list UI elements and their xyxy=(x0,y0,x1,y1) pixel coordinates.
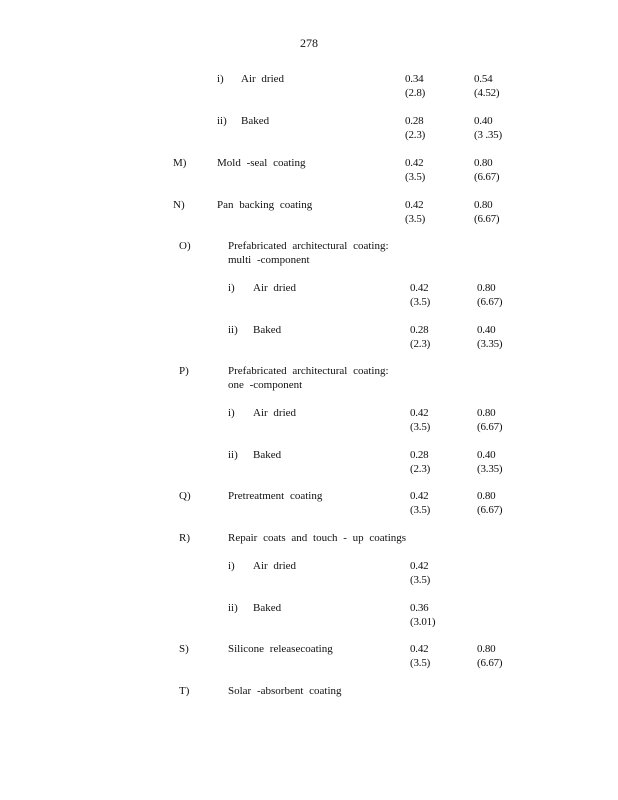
row-label: Baked xyxy=(253,324,282,336)
value-pounds: (6.67) xyxy=(474,213,500,225)
value-grams: 0.34 xyxy=(405,73,424,85)
value-grams: 0.80 xyxy=(477,490,496,502)
row-letter: T) xyxy=(179,685,190,697)
value-pounds: (3.5) xyxy=(410,657,431,669)
row-index: ii) xyxy=(228,449,238,461)
row-label: Baked xyxy=(253,449,282,461)
value-pounds: (4.52) xyxy=(474,87,500,99)
value-pounds: (3.35) xyxy=(477,463,503,475)
value-grams: 0.80 xyxy=(474,199,493,211)
value-pounds: (6.67) xyxy=(477,504,503,516)
value-pounds: (6.67) xyxy=(477,657,503,669)
row-index: ii) xyxy=(217,115,227,127)
row-label: Pan backing coating xyxy=(217,199,313,211)
value-pounds: (3.5) xyxy=(405,213,426,225)
value-pounds: (3.5) xyxy=(410,296,431,308)
row-label: Silicone releasecoating xyxy=(228,643,333,655)
row-letter: P) xyxy=(179,365,189,377)
row-letter: Q) xyxy=(179,490,191,502)
row-label: Air dried xyxy=(253,407,297,419)
value-grams: 0.42 xyxy=(410,490,429,502)
value-pounds: (6.67) xyxy=(477,421,503,433)
row-letter: O) xyxy=(179,240,191,252)
row-label: Prefabricated architectural coating: xyxy=(228,365,389,377)
row-letter: M) xyxy=(173,157,187,169)
value-pounds: (6.67) xyxy=(474,171,500,183)
value-grams: 0.40 xyxy=(477,449,496,461)
value-grams: 0.42 xyxy=(410,282,429,294)
row-index: i) xyxy=(228,282,235,294)
row-label: Baked xyxy=(241,115,270,127)
row-letter: N) xyxy=(173,199,185,211)
row-label: Prefabricated architectural coating: xyxy=(228,240,389,252)
value-grams: 0.42 xyxy=(410,560,429,572)
value-grams: 0.42 xyxy=(410,643,429,655)
row-label: Air dried xyxy=(241,73,285,85)
row-label-continued: one -component xyxy=(228,379,303,391)
row-index: ii) xyxy=(228,602,238,614)
value-pounds: (3 .35) xyxy=(474,129,502,141)
value-pounds: (3.5) xyxy=(410,504,431,516)
value-pounds: (2.3) xyxy=(405,129,426,141)
row-label: Solar -absorbent coating xyxy=(228,685,342,697)
value-grams: 0.28 xyxy=(410,324,429,336)
value-pounds: (6.67) xyxy=(477,296,503,308)
row-index: i) xyxy=(228,407,235,419)
value-pounds: (3.5) xyxy=(405,171,426,183)
value-pounds: (2.3) xyxy=(410,338,431,350)
value-pounds: (2.3) xyxy=(410,463,431,475)
value-grams: 0.80 xyxy=(477,643,496,655)
value-grams: 0.42 xyxy=(410,407,429,419)
value-grams: 0.80 xyxy=(477,282,496,294)
row-label: Repair coats and touch - up coatings xyxy=(228,532,407,544)
value-grams: 0.80 xyxy=(477,407,496,419)
value-grams: 0.36 xyxy=(410,602,429,614)
row-letter: R) xyxy=(179,532,190,544)
value-grams: 0.42 xyxy=(405,199,424,211)
row-index: i) xyxy=(217,73,224,85)
value-pounds: (3.5) xyxy=(410,421,431,433)
value-grams: 0.40 xyxy=(477,324,496,336)
value-pounds: (3.5) xyxy=(410,574,431,586)
value-grams: 0.80 xyxy=(474,157,493,169)
row-label: Baked xyxy=(253,602,282,614)
value-pounds: (3.35) xyxy=(477,338,503,350)
row-index: i) xyxy=(228,560,235,572)
row-label: Mold -seal coating xyxy=(217,157,306,169)
value-pounds: (3.01) xyxy=(410,616,436,628)
value-pounds: (2.8) xyxy=(405,87,426,99)
row-label: Air dried xyxy=(253,282,297,294)
value-grams: 0.28 xyxy=(405,115,424,127)
row-label-continued: multi -component xyxy=(228,254,310,266)
page-number: 278 xyxy=(300,36,318,50)
row-label: Pretreatment coating xyxy=(228,490,323,502)
row-label: Air dried xyxy=(253,560,297,572)
value-grams: 0.40 xyxy=(474,115,493,127)
value-grams: 0.28 xyxy=(410,449,429,461)
value-grams: 0.54 xyxy=(474,73,493,85)
row-index: ii) xyxy=(228,324,238,336)
row-letter: S) xyxy=(179,643,189,655)
value-grams: 0.42 xyxy=(405,157,424,169)
